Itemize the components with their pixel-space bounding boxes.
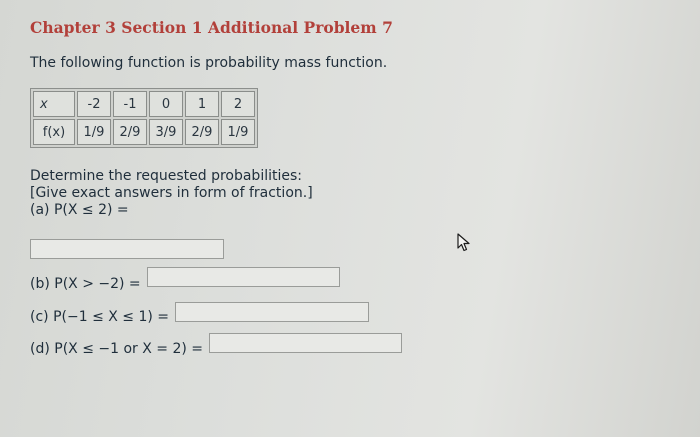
x-value-cell: 0 — [149, 91, 183, 117]
intro-text: The following function is probability mass function. — [30, 55, 388, 71]
question-b-label: (b) P(X > −2) = — [30, 276, 141, 292]
x-row — [33, 91, 255, 117]
x-value-cell: -2 — [77, 91, 111, 117]
f-value-cell: 1/9 — [77, 119, 111, 145]
x-value-cell: -1 — [113, 91, 147, 117]
instructions — [30, 168, 313, 219]
pmf-table — [30, 88, 258, 148]
f-value-cell: 2/9 — [113, 119, 147, 145]
question-a-label: (a) P(X ≤ 2) = — [30, 202, 129, 218]
problem-title: Chapter 3 Section 1 Additional Problem 7 — [30, 18, 393, 37]
answer-b-input[interactable] — [147, 267, 340, 287]
f-value-cell: 2/9 — [185, 119, 219, 145]
answer-a-input[interactable] — [30, 239, 224, 259]
f-header-cell: f(x) — [33, 119, 75, 145]
answer-c-input[interactable] — [175, 302, 369, 322]
instruction-line-2: [Give exact answers in form of fraction.] — [30, 185, 313, 201]
instruction-line-1: Determine the requested probabilities: — [30, 168, 302, 184]
f-value-cell: 3/9 — [149, 119, 183, 145]
problem-panel — [16, 10, 700, 437]
question-d-label: (d) P(X ≤ −1 or X = 2) = — [30, 341, 204, 357]
mouse-pointer-icon — [457, 233, 473, 253]
x-value-cell: 1 — [185, 91, 219, 117]
f-row — [33, 119, 255, 145]
answer-d-input[interactable] — [209, 333, 402, 353]
x-value-cell: 2 — [221, 91, 255, 117]
f-value-cell: 1/9 — [221, 119, 255, 145]
question-c-label: (c) P(−1 ≤ X ≤ 1) = — [30, 309, 170, 325]
x-header-cell: x — [33, 91, 75, 117]
